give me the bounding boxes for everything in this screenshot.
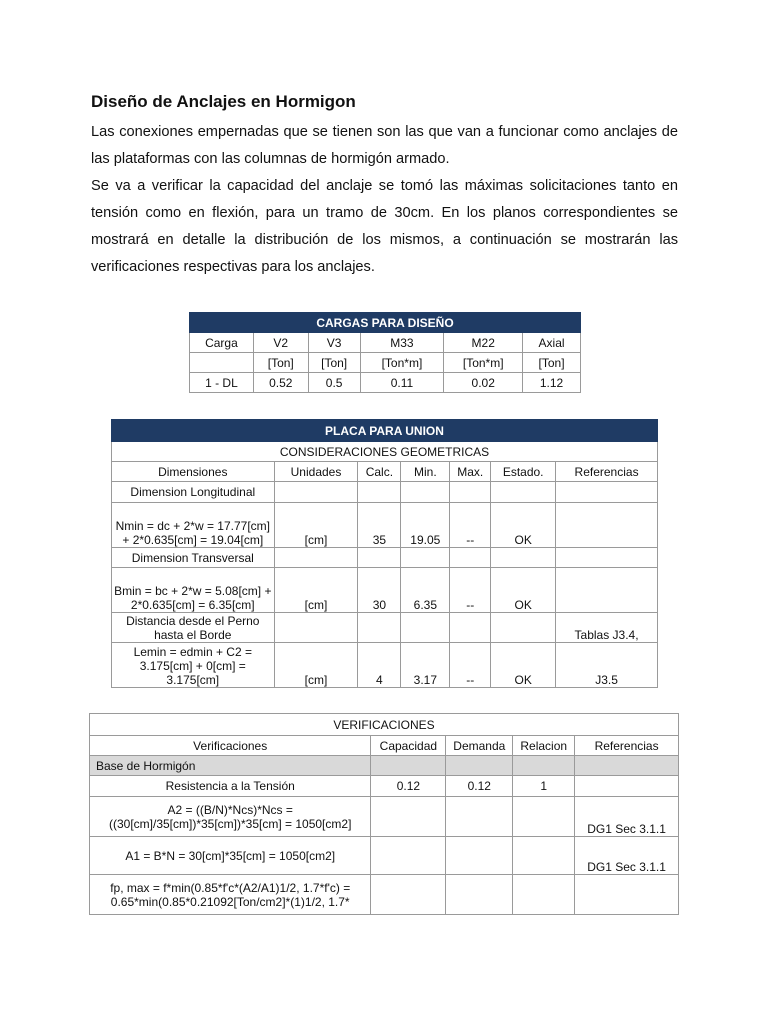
table-row bbox=[90, 875, 679, 915]
cargas-cell: 0.5 bbox=[308, 373, 360, 393]
verif-header: Relacion bbox=[513, 736, 575, 756]
cargas-cell: 1.12 bbox=[523, 373, 581, 393]
row-ref bbox=[556, 503, 658, 548]
table-row bbox=[90, 776, 679, 797]
placa-header: Unidades bbox=[274, 462, 358, 482]
paragraph-2: Se va a verificar la capacidad del anclaje se tomó las máximas solicitaciones tanto en tensión como en flexión, para un tramo de 30cm. En los planos correspondientes se mostrará en detalle la distribución de los mismos, a continuación se mostrarán las verificaciones respectivas para los anclajes. bbox=[91, 178, 678, 275]
cargas-data-row bbox=[190, 373, 581, 393]
table-row bbox=[112, 643, 658, 688]
row-max: -- bbox=[450, 503, 491, 548]
verificaciones-table bbox=[89, 713, 679, 915]
row-label: A2 = ((B/N)*Ncs)*Ncs = ((30[cm]/35[cm])*35[cm])*35[cm] = 1050[cm2] bbox=[90, 797, 371, 837]
placa-table bbox=[111, 419, 658, 688]
row-min: 19.05 bbox=[401, 503, 450, 548]
table-row bbox=[112, 568, 658, 613]
cargas-unit: [Ton*m] bbox=[444, 353, 523, 373]
row-label: fp, max = f*min(0.85*f'c*(A2/A1)1/2, 1.7*f'c) = 0.65*min(0.85*0.21092[Ton/cm2]*(1)1/2, 1.7* bbox=[90, 875, 371, 915]
cargas-unit bbox=[190, 353, 254, 373]
placa-header: Calc. bbox=[358, 462, 401, 482]
placa-header: Max. bbox=[450, 462, 491, 482]
cargas-cell: 0.11 bbox=[360, 373, 444, 393]
row-ref: J3.5 bbox=[556, 643, 658, 688]
placa-subtitle: CONSIDERACIONES GEOMETRICAS bbox=[112, 442, 658, 462]
row-unit: [cm] bbox=[274, 643, 358, 688]
row-label: A1 = B*N = 30[cm]*35[cm] = 1050[cm2] bbox=[90, 837, 371, 875]
row-label: Resistencia a la Tensión bbox=[90, 776, 371, 797]
cargas-cell: 1 - DL bbox=[190, 373, 254, 393]
row-estado: OK bbox=[491, 568, 556, 613]
table-row bbox=[90, 797, 679, 837]
placa-header: Referencias bbox=[556, 462, 658, 482]
row-unit: [cm] bbox=[274, 568, 358, 613]
verif-header-row bbox=[90, 736, 679, 756]
row-ref: Tablas J3.4, bbox=[556, 613, 658, 643]
row-ref: DG1 Sec 3.1.1 bbox=[575, 837, 679, 875]
paragraph-1: Las conexiones empernadas que se tienen son las que van a funcionar como anclajes de las plataformas con las columnas de hormigón armado. bbox=[91, 124, 678, 167]
placa-header: Estado. bbox=[491, 462, 556, 482]
row-min: 3.17 bbox=[401, 643, 450, 688]
body-text bbox=[91, 119, 678, 281]
cargas-units-row bbox=[190, 353, 581, 373]
verif-header: Verificaciones bbox=[90, 736, 371, 756]
cargas-header: Carga bbox=[190, 333, 254, 353]
row-label: Bmin = bc + 2*w = 5.08[cm] + 2*0.635[cm] = 6.35[cm] bbox=[112, 568, 275, 613]
placa-header: Dimensiones bbox=[112, 462, 275, 482]
page-title: Diseño de Anclajes en Hormigon bbox=[91, 92, 356, 111]
row-label: Lemin = edmin + C2 = 3.175[cm] + 0[cm] = 3.175[cm] bbox=[112, 643, 275, 688]
section-label: Base de Hormigón bbox=[90, 756, 371, 776]
row-label: Dimension Longitudinal bbox=[112, 482, 275, 503]
row-max: -- bbox=[450, 568, 491, 613]
cargas-header-row bbox=[190, 333, 581, 353]
row-max: -- bbox=[450, 643, 491, 688]
row-ref bbox=[575, 875, 679, 915]
table-row bbox=[112, 503, 658, 548]
cargas-cell: 0.52 bbox=[253, 373, 308, 393]
verif-header: Referencias bbox=[575, 736, 679, 756]
row-ref: DG1 Sec 3.1.1 bbox=[575, 797, 679, 837]
row-calc: 35 bbox=[358, 503, 401, 548]
row-label: Distancia desde el Perno hasta el Borde bbox=[112, 613, 275, 643]
section-row bbox=[90, 756, 679, 776]
row-relacion: 1 bbox=[513, 776, 575, 797]
row-unit: [cm] bbox=[274, 503, 358, 548]
row-ref bbox=[556, 568, 658, 613]
cargas-title: CARGAS PARA DISEÑO bbox=[190, 313, 581, 333]
cargas-header: V2 bbox=[253, 333, 308, 353]
row-estado: OK bbox=[491, 643, 556, 688]
placa-header-row bbox=[112, 462, 658, 482]
row-label: Nmin = dc + 2*w = 17.77[cm] + 2*0.635[cm] = 19.04[cm] bbox=[112, 503, 275, 548]
table-row bbox=[112, 482, 658, 503]
cargas-header: V3 bbox=[308, 333, 360, 353]
row-capacidad: 0.12 bbox=[371, 776, 446, 797]
cargas-unit: [Ton] bbox=[523, 353, 581, 373]
cargas-header: Axial bbox=[523, 333, 581, 353]
verif-title: VERIFICACIONES bbox=[90, 714, 679, 736]
row-label: Dimension Transversal bbox=[112, 548, 275, 568]
placa-header: Min. bbox=[401, 462, 450, 482]
cargas-unit: [Ton] bbox=[253, 353, 308, 373]
cargas-header: M22 bbox=[444, 333, 523, 353]
verif-header: Demanda bbox=[446, 736, 513, 756]
table-row bbox=[112, 548, 658, 568]
cargas-header: M33 bbox=[360, 333, 444, 353]
table-row bbox=[112, 613, 658, 643]
cargas-cell: 0.02 bbox=[444, 373, 523, 393]
table-row bbox=[90, 837, 679, 875]
cargas-unit: [Ton*m] bbox=[360, 353, 444, 373]
cargas-table bbox=[189, 312, 581, 393]
row-estado: OK bbox=[491, 503, 556, 548]
verif-header: Capacidad bbox=[371, 736, 446, 756]
row-ref bbox=[575, 776, 679, 797]
row-calc: 4 bbox=[358, 643, 401, 688]
row-min: 6.35 bbox=[401, 568, 450, 613]
row-demanda: 0.12 bbox=[446, 776, 513, 797]
placa-title: PLACA PARA UNION bbox=[112, 420, 658, 442]
cargas-unit: [Ton] bbox=[308, 353, 360, 373]
row-calc: 30 bbox=[358, 568, 401, 613]
